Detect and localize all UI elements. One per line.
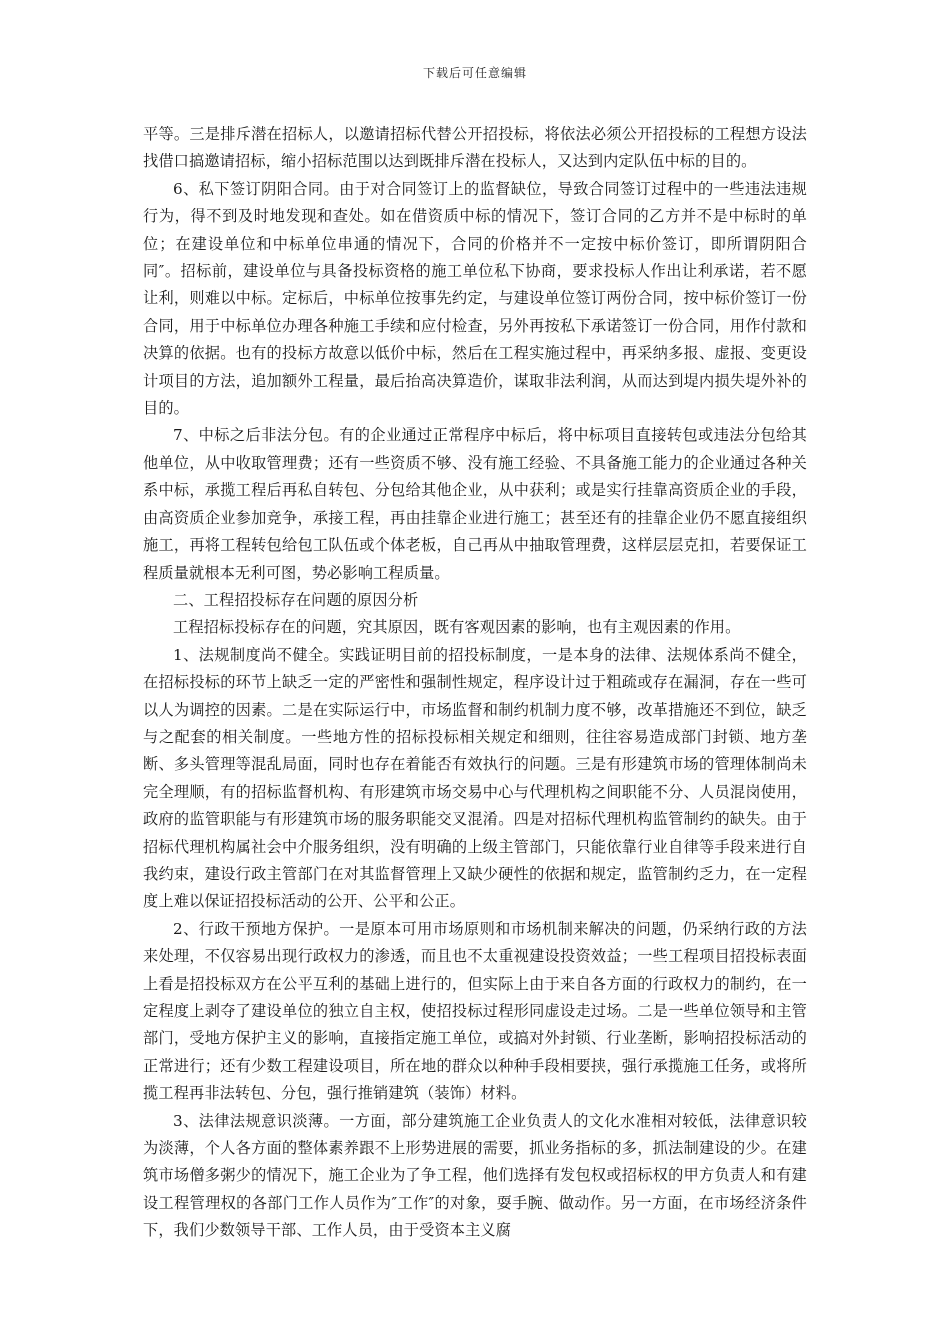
- paragraph: 6、私下签订阴阳合同。由于对合同签订上的监督缺位，导致合同签订过程中的一些违法违规行为，得不到及时地发现和查处。如在借资质中标的情况下，签订合同的乙方并不是中标时的单位；在建设单位和中标单位串通的情况下，合同的价格并不一定按中标价签订，即所谓阴阳合同″。招标前，建设单位与具备投标资格的施工单位私下协商，要求投标人作出让利承诺，若不愿让利，则难以中标。定标后，中标单位按事先约定，与建设单位签订两份合同，按中标价签订一份合同，用于中标单位办理各种施工手续和应付检查，另外再按私下承诺签订一份合同，用作付款和决算的依据。也有的投标方故意以低价中标，然后在工程实施过程中，再采纳多报、虚报、变更设计项目的方法，追加额外工程量，最后抬高决算造价，谋取非法利润，从而达到堤内损失堤外补的目的。: [143, 179, 807, 418]
- page-header-note: 下载后可任意编辑: [422, 66, 527, 80]
- document-body: [143, 121, 807, 1245]
- paragraph: 2、行政干预地方保护。一是原本可用市场原则和市场机制来解决的问题，仍采纳行政的方法来处理，不仅容易出现行政权力的渗透，而且也不太重视建设投资效益；一些工程项目招投标表面上看是招投标双方在公平互利的基础上进行的，但实际上由于来自各方面的行政权力的制约，在一定程度上剥夺了建设单位的独立自主权，使招投标过程形同虚设走过场。二是一些单位领导和主管部门，受地方保护主义的影响，直接指定施工单位，或搞对外封锁、行业垄断，影响招投标活动的正常进行；还有少数工程建设项目，所在地的群众以种种手段相要挟，强行承揽施工任务，或将所揽工程再非法转包、分包，强行推销建筑（装饰）材料。: [143, 919, 807, 1103]
- paragraph: 工程招标投标存在的问题，究其原因，既有客观因素的影响，也有主观因素的作用。: [173, 618, 741, 637]
- section-heading: 二、工程招投标存在问题的原因分析: [173, 590, 419, 609]
- paragraph: 3、法律法规意识淡薄。一方面，部分建筑施工企业负责人的文化水准相对较低，法律意识较为淡薄，个人各方面的整体素养跟不上形势进展的需要，抓业务指标的多，抓法制建设的少。在建筑市场僧多粥少的情况下，施工企业为了争工程，他们选择有发包权或招标权的甲方负责人和有建设工程管理权的各部门工作人员作为″工作″的对象，耍手腕、做动作。另一方面，在市场经济条件下，我们少数领导干部、工作人员，由于受资本主义腐: [143, 1111, 807, 1240]
- paragraph: 7、中标之后非法分包。有的企业通过正常程序中标后，将中标项目直接转包或违法分包给其他单位，从中收取管理费；还有一些资质不够、没有施工经验、不具备施工能力的企业通过各种关系中标，承揽工程后再私自转包、分包给其他企业，从中获利；或是实行挂靠高资质企业的手段，由高资质企业参加竞争，承接工程，再由挂靠企业进行施工；甚至还有的挂靠企业仍不愿直接组织施工，再将工程转包给包工队伍或个体老板，自己再从中抽取管理费，这样层层克扣，若要保证工程质量就根本无利可图，势必影响工程质量。: [143, 426, 807, 582]
- paragraph: 平等。三是排斥潜在招标人，以邀请招标代替公开招投标，将依法必须公开招投标的工程想方设法找借口搞邀请招标，缩小招标范围以达到既排斥潜在投标人，又达到内定队伍中标的目的。: [143, 125, 807, 171]
- paragraph: 1、法规制度尚不健全。实践证明目前的招投标制度，一是本身的法律、法规体系尚不健全，在招标投标的环节上缺乏一定的严密性和强制性规定，程序设计过于粗疏或存在漏洞，存在一些可以人为调控的因素。二是在实际运行中，市场监督和制约机制力度不够，改革措施还不到位，缺乏与之配套的相关制度。一些地方性的招标投标相关规定和细则，往往容易造成部门封锁、地方垄断、多头管理等混乱局面，同时也存在着能否有效执行的问题。三是有形建筑市场的管理体制尚未完全理顺，有的招标监督机构、有形建筑市场交易中心与代理机构之间职能不分、人员混岗使用，政府的监管职能与有形建筑市场的服务职能交叉混淆。四是对招标代理机构监管制约的缺失。由于招标代理机构属社会中介服务组织，没有明确的上级主管部门，只能依靠行业自律等手段来进行自我约束，建设行政主管部门在对其监督管理上又缺少硬性的依据和规定，监管制约乏力，在一定程度上难以保证招投标活动的公开、公平和公正。: [143, 645, 807, 911]
